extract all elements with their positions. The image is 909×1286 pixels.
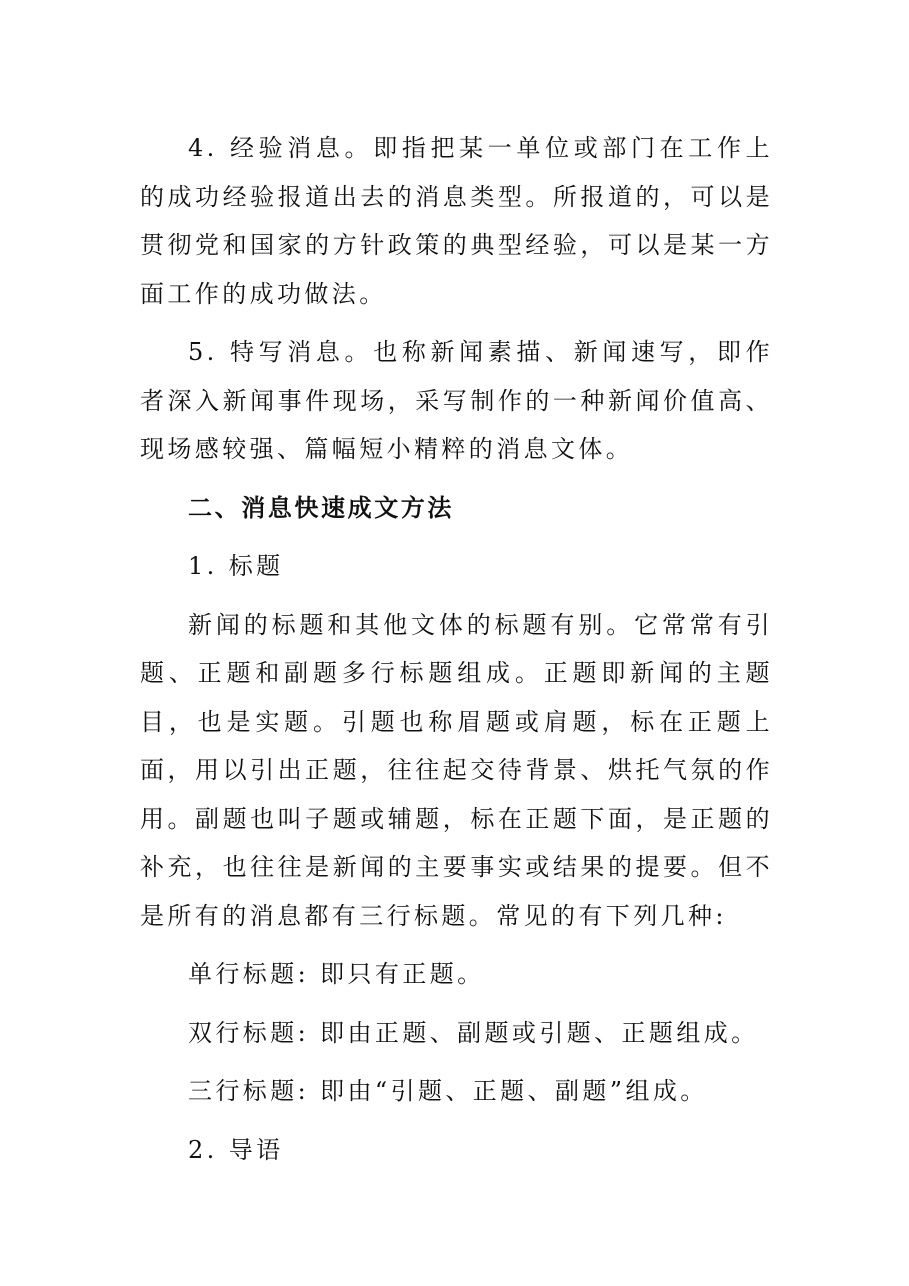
title-type-double: 双行标题: 即由正题、副题或引题、正题组成。	[188, 1018, 759, 1047]
document-body	[140, 124, 773, 1184]
sub-heading-title: 1. 标题	[188, 552, 284, 580]
paragraph-title-explanation: 新闻的标题和其他文体的标题有别。它常常有引题、正题和副题多行标题组成。正题即新闻的主题目，也是实题。引题也称眉题或肩题，标在正题上面，用以引出正题，往往起交待背景、烘托气氛的作用。副题也叫子题或辅题，标在正题下面，是正题的补充，也往往是新闻的主要事实或结果的提要。但不是所有的消息都有三行标题。常见的有下列几种:	[140, 610, 773, 930]
title-type-single: 单行标题: 即只有正题。	[188, 960, 485, 988]
title-type-triple: 三行标题: 即由“引题、正题、副题”组成。	[188, 1077, 708, 1105]
sub-heading-lead: 2. 导语	[188, 1135, 284, 1164]
paragraph-feature-news: 5. 特写消息。也称新闻素描、新闻速写，即作者深入新闻事件现场，采写制作的一种新闻价值高、现场感较强、篇幅短小精粹的消息文体。	[140, 338, 773, 463]
paragraph-experience-news: 4. 经验消息。即指把某一单位或部门在工作上的成功经验报道出去的消息类型。所报道的，可以是贯彻党和国家的方针政策的典型经验，可以是某一方面工作的成功做法。	[140, 134, 773, 308]
section-heading: 二、消息快速成文方法	[188, 493, 454, 522]
